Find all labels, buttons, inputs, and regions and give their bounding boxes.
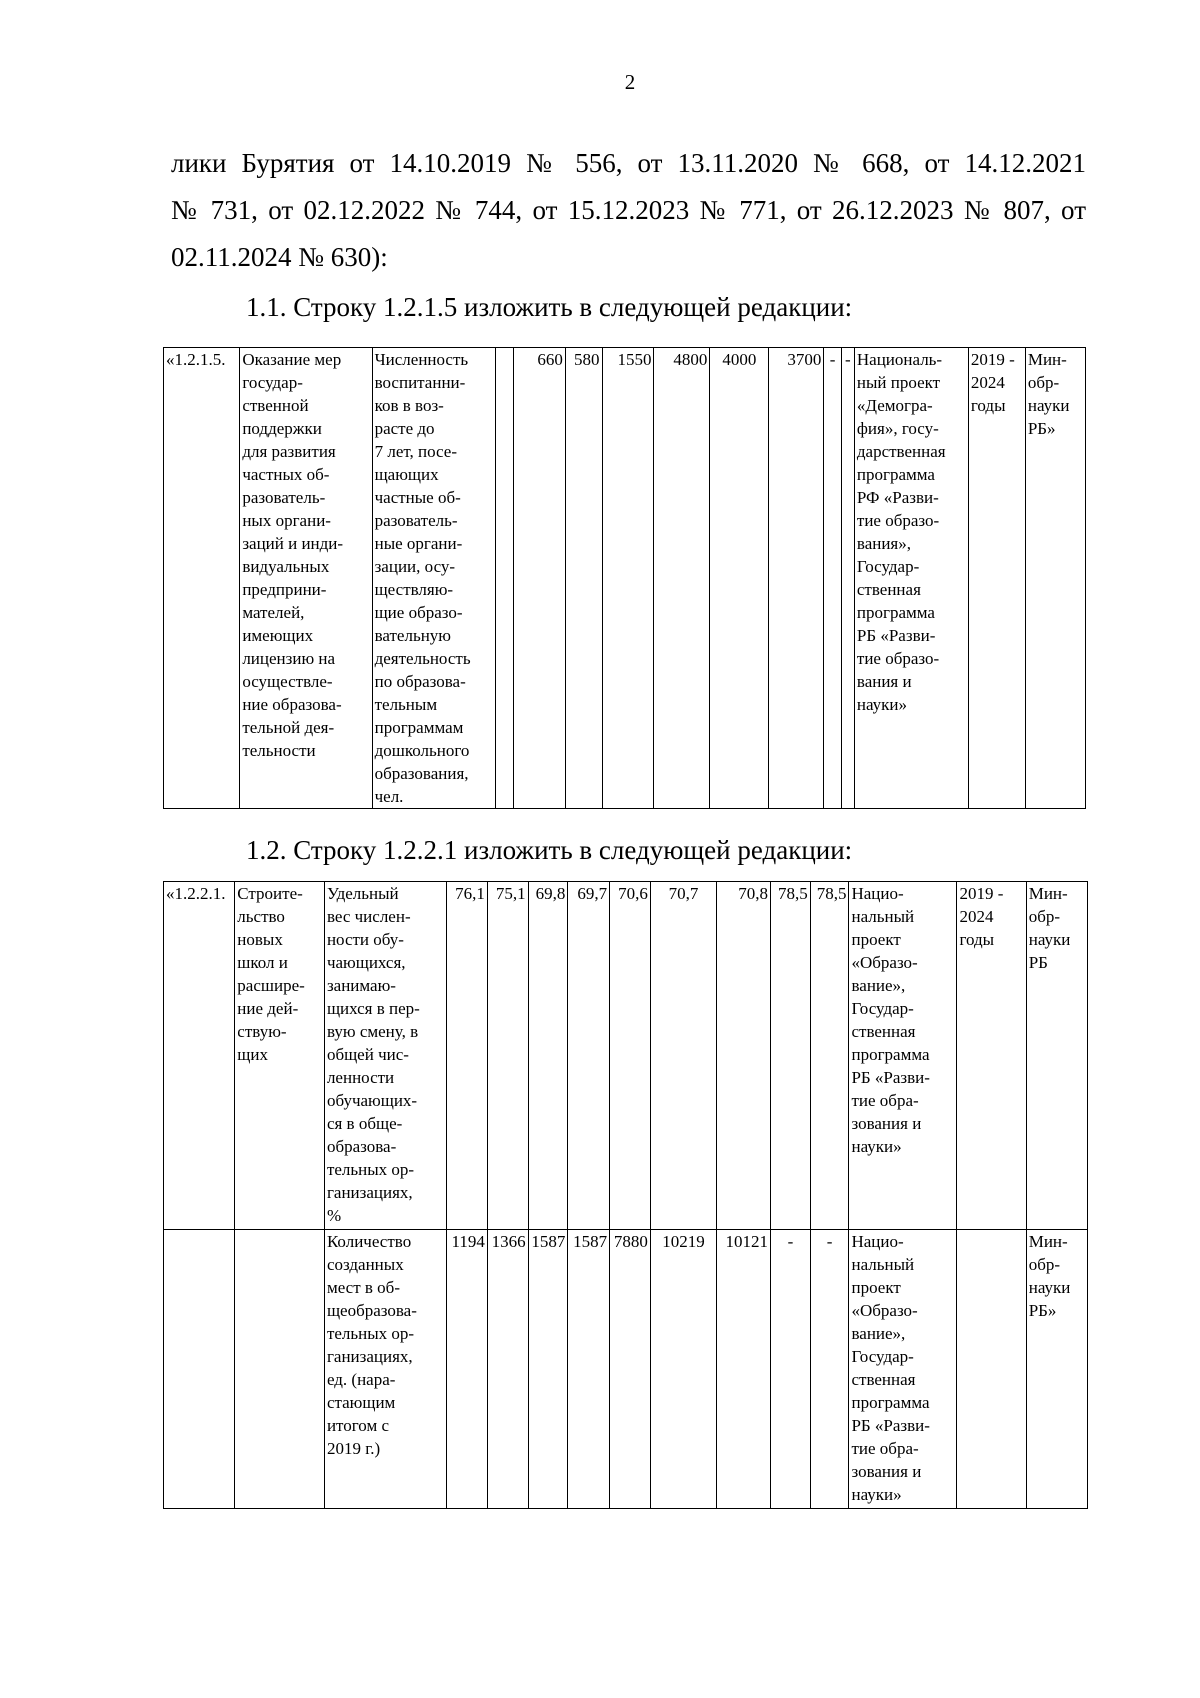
- table-row-1-2-2-1: [163, 881, 1088, 1509]
- value-cell: 10219: [650, 1230, 716, 1509]
- value-cell: 3700: [769, 348, 824, 809]
- value-cell: 69,8: [528, 882, 568, 1230]
- row-code: «1.2.2.1.: [164, 882, 235, 1230]
- table-row: [164, 348, 1086, 809]
- period-cell: 2019 - 2024 годы: [957, 882, 1026, 1230]
- program-cell: Националь- ный проект «Демогра- фия», госу- дарственная программа РФ «Разви- тие образо- вания», Государ- ственная программа РБ «Разви- тие образо- вания и науки»: [854, 348, 968, 809]
- value-cell: -: [824, 348, 841, 809]
- value-cell: 10121: [717, 1230, 771, 1509]
- value-cell: 660: [514, 348, 566, 809]
- indicator-cell: Количество созданных мест в об- щеобразова- тельных ор- ганизациях, ед. (нара- стающим итогом с 2019 г.): [324, 1230, 446, 1509]
- table-row-1-2-1-5: [163, 347, 1086, 809]
- responsible-cell: Мин- обр- науки РБ»: [1026, 1230, 1087, 1509]
- indicator-cell: Удельный вес числен- ности обу- чающихся, занимаю- щихся в пер- вую смену, в общей чис- ленности обучающих- ся в обще- образова- тельных ор- ганизациях, %: [324, 882, 446, 1230]
- value-cell: 1366: [487, 1230, 528, 1509]
- table-row: [164, 882, 1088, 1230]
- value-cell: 1587: [528, 1230, 568, 1509]
- value-cell: 4800: [654, 348, 710, 809]
- intro-line: № 731, от 02.12.2022 № 744, от 15.12.2023 № 771, от 26.12.2023 № 807, от: [171, 195, 1086, 225]
- row-code: «1.2.1.5.: [164, 348, 240, 809]
- value-cell: -: [841, 348, 854, 809]
- responsible-cell: Мин- обр- науки РБ»: [1025, 348, 1085, 809]
- value-cell: 1550: [602, 348, 654, 809]
- measure-cell: Строите- льство новых школ и расшире- ние дей- ствую- щих: [235, 882, 325, 1230]
- period-cell: 2019 - 2024 годы: [968, 348, 1025, 809]
- value-cell: 78,5: [810, 882, 849, 1230]
- value-cell: 4000: [710, 348, 769, 809]
- value-cell: 70,7: [650, 882, 716, 1230]
- value-cell: 1194: [447, 1230, 488, 1509]
- row-code: [164, 1230, 235, 1509]
- section-heading-1-1: 1.1. Строку 1.2.1.5 изложить в следующей редакции:: [246, 292, 853, 322]
- value-cell: -: [771, 1230, 811, 1509]
- value-cell: 75,1: [487, 882, 528, 1230]
- program-cell: Нацио- нальный проект «Образо- вание», Государ- ственная программа РБ «Разви- тие обра- зования и науки»: [849, 1230, 957, 1509]
- intro-paragraph: [171, 140, 1086, 281]
- empty-cell: [495, 348, 513, 809]
- measure-cell: Оказание мер государ- ственной поддержки для развития частных об- разователь- ных органи- заций и инди- видуальных предприни- мателей, имеющих лицензию на осуществле- ние образова- тельной дея- тельности: [240, 348, 372, 809]
- value-cell: 76,1: [447, 882, 488, 1230]
- indicator-cell: Численность воспитанни- ков в воз- расте до 7 лет, посе- щающих частные об- разователь- ные органи- зации, осу- ществляю- щие образо- вательную деятельность по образова- тельным программам дошкольного образования, чел.: [372, 348, 495, 809]
- value-cell: 7880: [610, 1230, 651, 1509]
- period-cell: [957, 1230, 1026, 1509]
- value-cell: 1587: [568, 1230, 610, 1509]
- value-cell: 78,5: [771, 882, 811, 1230]
- value-cell: 580: [565, 348, 602, 809]
- section-heading-1-2: 1.2. Строку 1.2.2.1 изложить в следующей редакции:: [246, 835, 853, 865]
- responsible-cell: Мин- обр- науки РБ: [1026, 882, 1087, 1230]
- table-row: [164, 1230, 1088, 1509]
- value-cell: 70,6: [610, 882, 651, 1230]
- measure-cell: [235, 1230, 325, 1509]
- intro-line: 02.11.2024 № 630):: [171, 242, 388, 272]
- value-cell: 69,7: [568, 882, 610, 1230]
- intro-line: лики Бурятия от 14.10.2019 № 556, от 13.11.2020 № 668, от 14.12.2021: [171, 148, 1086, 178]
- page-number: 2: [624, 70, 636, 94]
- program-cell: Нацио- нальный проект «Образо- вание», Государ- ственная программа РБ «Разви- тие обра- зования и науки»: [849, 882, 957, 1230]
- value-cell: 70,8: [717, 882, 771, 1230]
- value-cell: -: [810, 1230, 849, 1509]
